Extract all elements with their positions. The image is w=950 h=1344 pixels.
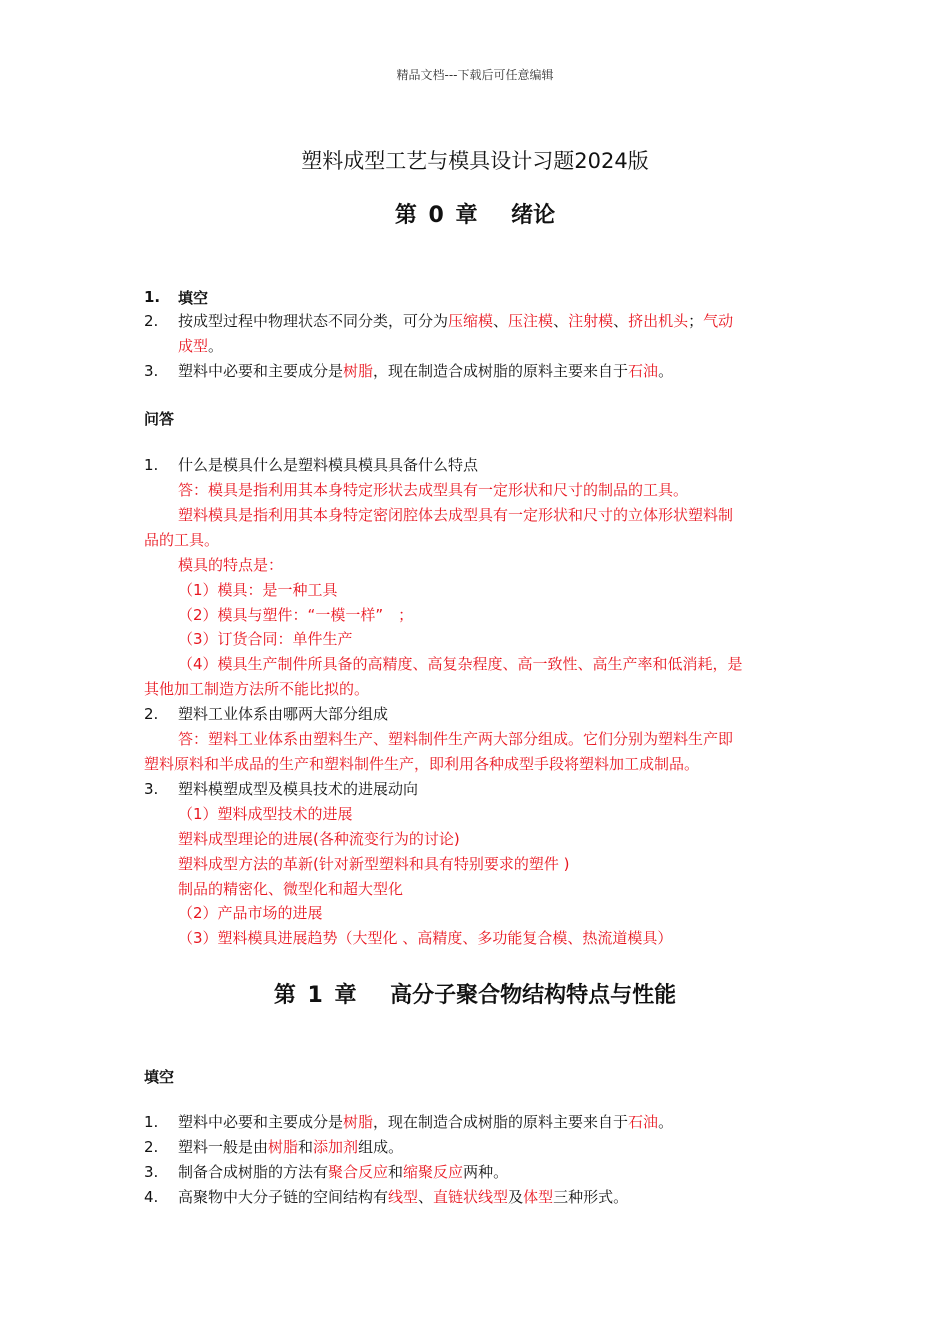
ch1-f3-answer-2: 缩聚反应 [403, 1163, 464, 1181]
ch1-f4-text-4: 三种形式。 [553, 1188, 629, 1206]
document-title: 塑料成型工艺与模具设计习题2024版 [301, 149, 649, 173]
qa1-answer-4: （1）模具：是一种工具 [178, 581, 338, 599]
qa1-answer-3: 模具的特点是： [178, 556, 284, 574]
q3-line [178, 361, 673, 381]
qa3-answer-2: 塑料成型理论的进展(各种流变行为的讨论) [178, 830, 460, 848]
qa2-answer-2: 塑料原料和半成品的生产和塑料制件生产，即利用各种成型手段将塑料加工成制品。 [144, 755, 700, 773]
qa1-question: 什么是模具什么是塑料模具模具具备什么特点 [178, 456, 479, 474]
ch1-f3-number: 3. [144, 1163, 159, 1181]
q2-line [178, 311, 733, 331]
qa3-answer-3: 塑料成型方法的革新(针对新型塑料和具有特别要求的塑件 ) [178, 855, 570, 873]
ch1-f2-text-3: 组成。 [358, 1138, 404, 1156]
period: 。 [658, 1113, 674, 1131]
qa2-question: 塑料工业体系由哪两大部分组成 [178, 705, 389, 723]
q2-text: 按成型过程中物理状态不同分类，可分为 [178, 312, 449, 330]
ch1-f1-text: 塑料中必要和主要成分是 [178, 1113, 344, 1131]
page-header: 精品文档---下载后可任意编辑 [396, 68, 554, 82]
q2-answer-4: 挤出机头 [628, 312, 689, 330]
q2-answer-3: 注射模 [568, 312, 614, 330]
ch1-f4-answer-1: 线型 [388, 1188, 419, 1206]
q2-answer-2: 压注模 [508, 312, 554, 330]
qa3-answer-6: （3）塑料模具进展趋势（大型化 、高精度、多功能复合模、热流道模具） [178, 929, 673, 947]
ch1-f1-line [178, 1112, 673, 1132]
qa1-answer-7b: 其他加工制造方法所不能比拟的。 [144, 680, 370, 698]
qa3-answer-4: 制品的精密化、微型化和超大型化 [178, 880, 404, 898]
qa1-answer-6: （3）订货合同：单件生产 [178, 630, 353, 648]
fill-number: 1. [144, 288, 161, 306]
q3-text-2: ，现在制造合成树脂的原料主要来自于 [373, 362, 629, 380]
ch1-f2-text: 塑料一般是由 [178, 1138, 269, 1156]
period: 。 [208, 337, 224, 355]
ch1-f3-line [178, 1162, 508, 1182]
ch1-f4-text-3: 及 [508, 1188, 524, 1206]
qa3-answer-1: （1）塑料成型技术的进展 [178, 805, 353, 823]
ch1-f1-answer-2: 石油 [628, 1113, 659, 1131]
qa1-number: 1. [144, 456, 159, 474]
q2-number: 2. [144, 312, 159, 330]
ch1-f1-number: 1. [144, 1113, 159, 1131]
ch1-f3-text: 制备合成树脂的方法有 [178, 1163, 329, 1181]
sep: ； [688, 312, 704, 330]
sep: 、 [493, 312, 509, 330]
ch1-f4-answer-2: 直链状线型 [433, 1188, 509, 1206]
ch1-f4-number: 4. [144, 1188, 159, 1206]
qa3-number: 3. [144, 780, 159, 798]
fill-section-label: 填空 [178, 289, 209, 307]
ch1-fill-section-label: 填空 [144, 1068, 175, 1086]
qa1-answer-2b: 品的工具。 [144, 531, 220, 549]
ch1-f2-answer-1: 树脂 [268, 1138, 299, 1156]
qa-section-label: 问答 [144, 410, 175, 428]
qa1-answer-5: （2）模具与塑件：“一模一样” ； [178, 606, 414, 624]
sep: 、 [613, 312, 629, 330]
ch1-f1-text-2: ，现在制造合成树脂的原料主要来自于 [373, 1113, 629, 1131]
q2-answer-5a: 气动 [703, 312, 734, 330]
ch1-f3-text-3: 两种。 [463, 1163, 509, 1181]
qa3-question: 塑料模塑成型及模具技术的进展动向 [178, 780, 419, 798]
q2-line-cont [178, 336, 223, 356]
q2-answer-1: 压缩模 [448, 312, 494, 330]
ch1-f3-answer-1: 聚合反应 [328, 1163, 389, 1181]
period: 。 [658, 362, 674, 380]
ch1-f4-text: 高聚物中大分子链的空间结构有 [178, 1188, 389, 1206]
ch1-f2-text-2: 和 [298, 1138, 314, 1156]
ch1-f4-text-2: 、 [418, 1188, 434, 1206]
chapter-0-heading: 第 0 章 绪论 [394, 203, 556, 228]
chapter-1-heading: 第 1 章 高分子聚合物结构特点与性能 [273, 983, 677, 1008]
ch1-f3-text-2: 和 [388, 1163, 404, 1181]
ch1-f1-answer-1: 树脂 [343, 1113, 374, 1131]
ch1-f4-line [178, 1187, 628, 1207]
qa2-number: 2. [144, 705, 159, 723]
sep: 、 [553, 312, 569, 330]
q3-answer-1: 树脂 [343, 362, 374, 380]
ch1-f2-line [178, 1137, 403, 1157]
q3-number: 3. [144, 362, 159, 380]
ch1-f2-number: 2. [144, 1138, 159, 1156]
q3-text: 塑料中必要和主要成分是 [178, 362, 344, 380]
qa3-answer-5: （2）产品市场的进展 [178, 904, 323, 922]
ch1-f4-answer-3: 体型 [523, 1188, 554, 1206]
q2-answer-5b: 成型 [178, 337, 209, 355]
qa1-answer-1: 答：模具是指利用其本身特定形状去成型具有一定形状和尺寸的制品的工具。 [178, 481, 689, 499]
qa2-answer-1: 答：塑料工业体系由塑料生产、塑料制件生产两大部分组成。它们分别为塑料生产即 [178, 730, 734, 748]
qa1-answer-2a: 塑料模具是指利用其本身特定密闭腔体去成型具有一定形状和尺寸的立体形状塑料制 [178, 506, 734, 524]
q3-answer-2: 石油 [628, 362, 659, 380]
qa1-answer-7a: （4）模具生产制件所具备的高精度、高复杂程度、高一致性、高生产率和低消耗，是 [178, 655, 743, 673]
ch1-f2-answer-2: 添加剂 [313, 1138, 359, 1156]
